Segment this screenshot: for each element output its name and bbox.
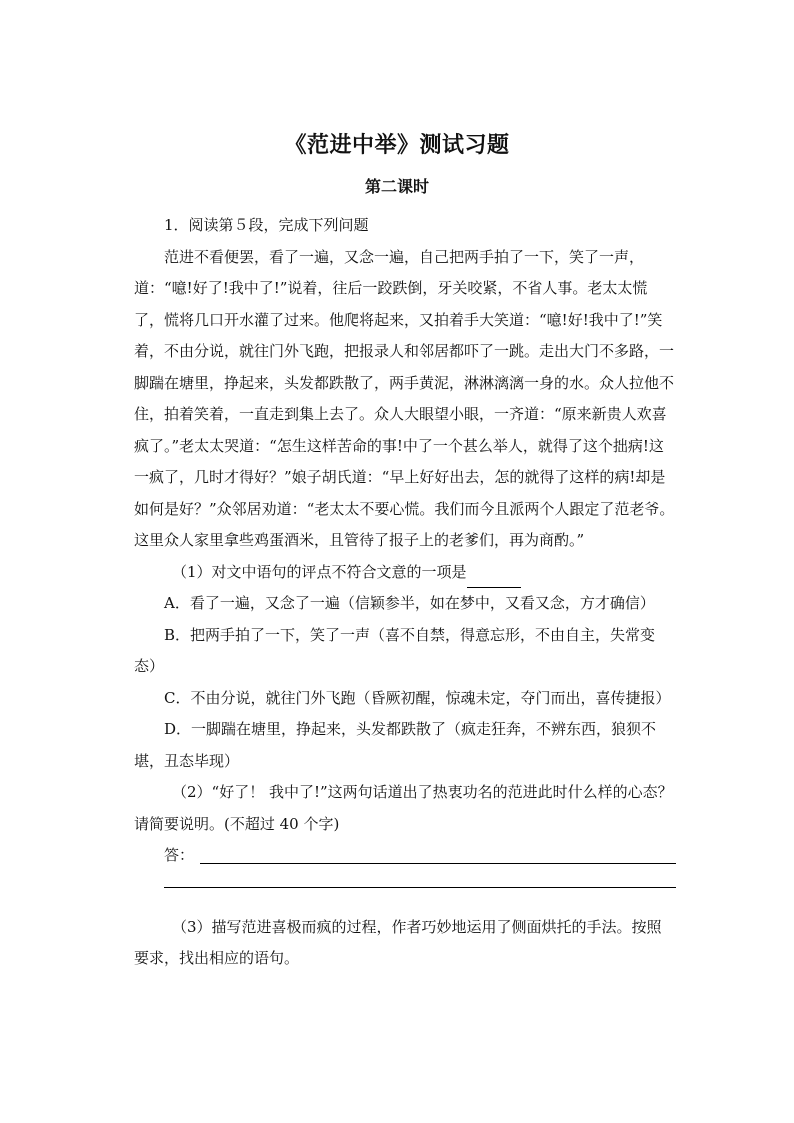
question-1-option-b: B．把两手拍了一下，笑了一声（喜不自禁，得意忘形，不由自主，失常变态） <box>134 625 656 675</box>
section-heading: 1．阅读第５段，完成下列问题 <box>164 216 369 234</box>
answer-underline <box>200 863 676 864</box>
question-2-extra-answer-line[interactable] <box>134 872 676 912</box>
question-1-prompt <box>134 557 676 589</box>
question-2-answer-line[interactable] <box>134 840 676 872</box>
question-3-prompt: （3）描写范进喜极而疯的过程，作者巧妙地运用了侧面烘托的手法。按照要求，找出相应的语句。 <box>134 917 662 967</box>
document-content <box>134 210 676 975</box>
question-1-text: （1）对文中语句的评点不符合文意的一项是 <box>172 562 467 581</box>
question-1-blank[interactable] <box>467 571 521 588</box>
question-1-option-c: C．不由分说，就往门外飞跑（昏厥初醒，惊魂未定，夺门而出，喜传捷报） <box>164 688 671 707</box>
question-2-prompt: （2）“好了！ 我中了!”这两句话道出了热衷功名的范进此时什么样的心态？请简要说明。(不超过 40 个字) <box>134 783 673 833</box>
answer-label: 答： <box>164 846 195 864</box>
reading-passage: 范进不看便罢，看了一遍，又念一遍，自己把两手拍了一下，笑了一声，道：“噫!好了!我中了!”说着，往后一跤跌倒，牙关咬紧，不省人事。老太太慌了，慌将几口开水灌了过来。他爬将起来，又拍着手大笑道：“噫!好!我中了!”笑着，不由分说，就往门外飞跑，把报录人和邻居都吓了一跳。走出大门不多路，一脚踹在塘里，挣起来，头发都跌散了，两手黄泥，淋淋漓漓一身的水。众人拉他不住，拍着笑着，一直走到集上去了。众人大眼望小眼，一齐道：“原来新贵人欢喜疯了。”老太太哭道：“怎生这样苦命的事!中了一个甚么举人，就得了这个拙病!这一疯了，几时才得好？”娘子胡氏道：“早上好好出去，怎的就得了这样的病!却是如何是好？”众邻居劝道：“老太太不要心慌。我们而今且派两个人跟定了范老爷。这里众人家里拿些鸡蛋酒米，且管待了报子上的老爹们，再为商酌。” <box>134 247 675 549</box>
document-title: 《范进中举》测试习题 <box>284 132 510 158</box>
document-subtitle: 第二课时 <box>364 177 429 196</box>
extra-answer-underline <box>164 887 676 888</box>
question-1-option-d: D．一脚踹在塘里，挣起来，头发都跌散了（疯走狂奔，不辨东西，狼狈不堪，丑态毕现） <box>134 720 657 770</box>
question-1-option-a: A．看了一遍，又念了一遍（信颖参半，如在梦中，又看又念，方才确信） <box>164 594 655 612</box>
